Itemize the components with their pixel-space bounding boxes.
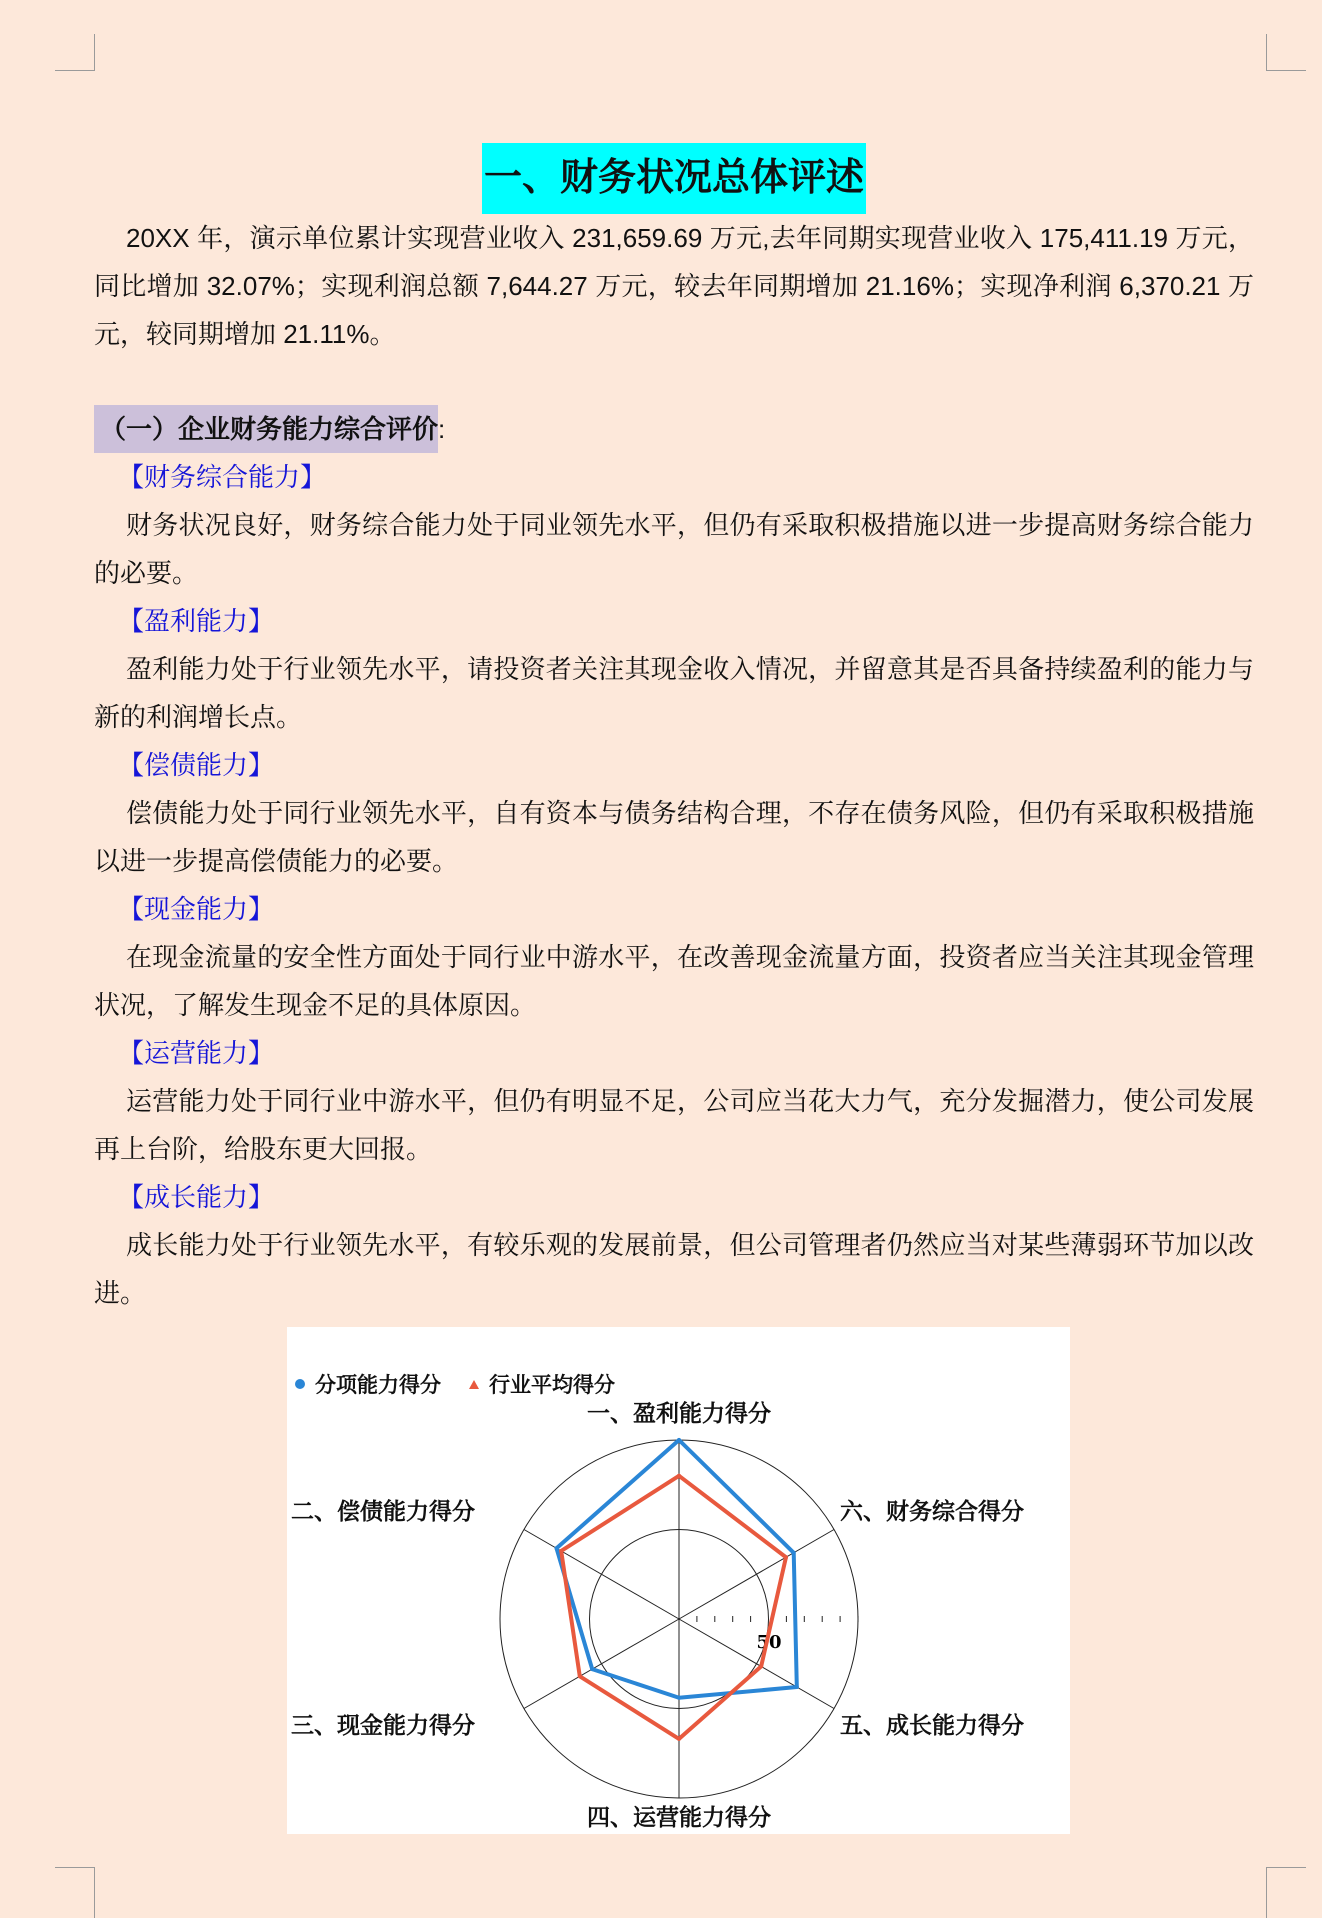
series-2-point xyxy=(578,1674,582,1678)
axis-label-profit: 一、盈利能力得分 xyxy=(587,1400,771,1427)
intro-paragraph: 20XX 年，演示单位累计实现营业收入 231,659.69 万元,去年同期实现营业收入 175,411.19 万元，同比增加 32.07%；实现利润总额 7,644.27 万元，较去年同期增加 21.16%；实现净利润 6,370.21 万元，较同期增加 21.11%。 xyxy=(94,223,1254,349)
legend-label-series-1: 分项能力得分 xyxy=(315,1374,441,1397)
legend-label-series-2: 行业平均得分 xyxy=(489,1374,615,1397)
category-text: 运营能力处于同行业中游水平，但仍有明显不足，公司应当花大力气，充分发掘潜力，使公司发展再上台阶，给股东更大回报。 xyxy=(94,1086,1254,1164)
chart-legend xyxy=(295,1369,615,1399)
series-1-point xyxy=(677,1696,681,1700)
document-body xyxy=(94,143,1254,1317)
category-heading: 【现金能力】 xyxy=(118,894,275,924)
axis-label-overall: 六、财务综合得分 xyxy=(840,1498,1024,1525)
corner-mark-top-right xyxy=(1266,34,1306,71)
corner-mark-bottom-right xyxy=(1266,1867,1306,1918)
axis-spoke xyxy=(679,1530,834,1620)
corner-mark-top-left xyxy=(55,34,95,71)
axis-spoke xyxy=(524,1530,679,1620)
ring-label: 50 xyxy=(756,1632,782,1653)
section-suffix: : xyxy=(438,414,446,444)
series-2-point xyxy=(784,1555,788,1559)
category-text: 在现金流量的安全性方面处于同行业中游水平，在改善现金流量方面，投资者应当关注其现金管理状况，了解发生现金不足的具体原因。 xyxy=(94,942,1254,1020)
category-heading: 【成长能力】 xyxy=(118,1182,275,1212)
legend-marker-series-2 xyxy=(469,1380,479,1389)
category-heading: 【运营能力】 xyxy=(118,1038,275,1068)
category-text: 财务状况良好，财务综合能力处于同业领先水平，但仍有采取积极措施以进一步提高财务综合能力的必要。 xyxy=(94,510,1254,588)
section-heading xyxy=(94,405,1254,453)
category-heading: 【偿债能力】 xyxy=(118,750,275,780)
axis-spoke xyxy=(524,1619,679,1709)
axis-label-operation: 四、运营能力得分 xyxy=(587,1804,771,1831)
series-2-point xyxy=(677,1474,681,1478)
series-2-point xyxy=(559,1549,563,1553)
category-heading: 【盈利能力】 xyxy=(118,606,275,636)
axis-label-cash: 三、现金能力得分 xyxy=(291,1712,475,1739)
series-1-point xyxy=(677,1438,681,1442)
category-text: 偿债能力处于同行业领先水平，自有资本与债务结构合理，不存在债务风险，但仍有采取积极措施以进一步提高偿债能力的必要。 xyxy=(94,798,1254,876)
category-text: 成长能力处于行业领先水平，有较乐观的发展前景，但公司管理者仍然应当对某些薄弱环节加以改进。 xyxy=(94,1230,1254,1308)
series-1-point xyxy=(792,1551,796,1555)
page-title: 一、财务状况总体评述 xyxy=(482,143,866,214)
corner-mark-bottom-left xyxy=(55,1867,95,1918)
legend-marker-series-1 xyxy=(295,1379,305,1389)
axis-label-growth: 五、成长能力得分 xyxy=(840,1712,1024,1739)
series-2-point xyxy=(759,1664,763,1668)
radar-chart xyxy=(287,1327,1070,1834)
category-text: 盈利能力处于行业领先水平，请投资者关注其现金收入情况，并留意其是否具备持续盈利的能力与新的利润增长点。 xyxy=(94,654,1254,732)
section-label: （一）企业财务能力综合评价 xyxy=(94,405,438,453)
series-1-point xyxy=(795,1685,799,1689)
series-2-point xyxy=(677,1737,681,1741)
series-1-point xyxy=(555,1546,559,1550)
series-1-point xyxy=(590,1667,594,1671)
category-heading: 【财务综合能力】 xyxy=(118,462,327,492)
axis-label-solvency: 二、偿债能力得分 xyxy=(291,1498,475,1525)
